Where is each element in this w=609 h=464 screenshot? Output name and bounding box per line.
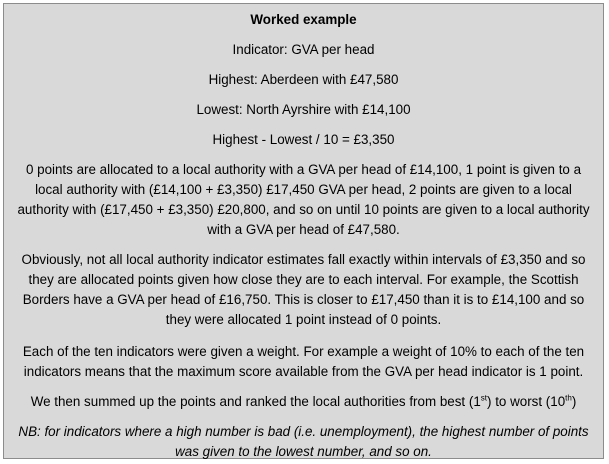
- paragraph-intervals: Obviously, not all local authority indicator estimates fall exactly within intervals of £3,350 and so they are allocated points given how close they are to each interval. For example, the Scottish Borders have a GVA per head of £16,750. This is closer to £17,450 than it is to £14,100 and so they were allocated 1 point instead of 0 points.: [21, 252, 586, 327]
- ranking-text-a: We then summed up the points and ranked the local authorities from best (1: [30, 394, 481, 409]
- ranking-sup-th: th: [565, 393, 572, 403]
- interval-line: Highest - Lowest / 10 = £3,350: [212, 132, 395, 147]
- paragraph-weights: Each of the ten indicators were given a weight. For example a weight of 10% to each of the ten indicators means that the maximum score available from the GVA per head indicator is 1 point.: [22, 344, 585, 379]
- indicator-line: Indicator: GVA per head: [232, 42, 375, 57]
- paragraph-ranking: [14, 392, 593, 412]
- box-title: Worked example: [250, 12, 357, 27]
- paragraph-points-allocation: 0 points are allocated to a local authority with a GVA per head of £14,100, 1 point is given to a local authority with (£14,100 + £3,350) £17,450 GVA per head, 2 points are given to a local authority with (£17,450 + £3,350) £20,800, and so on until 10 points are given to a local authority with a GVA per head of £47,580.: [17, 162, 590, 237]
- worked-example-box: [3, 3, 604, 459]
- ranking-sup-st: st: [480, 393, 488, 403]
- ranking-text-c: ): [571, 394, 577, 409]
- highest-line: Highest: Aberdeen with £47,580: [208, 72, 399, 87]
- ranking-text-b: ) to worst (10: [487, 394, 566, 409]
- nb-note: NB: for indicators where a high number is bad (i.e. unemployment), the highest number of points was given to the lowest number, and so on.: [18, 424, 589, 459]
- lowest-line: Lowest: North Ayrshire with £14,100: [196, 102, 411, 117]
